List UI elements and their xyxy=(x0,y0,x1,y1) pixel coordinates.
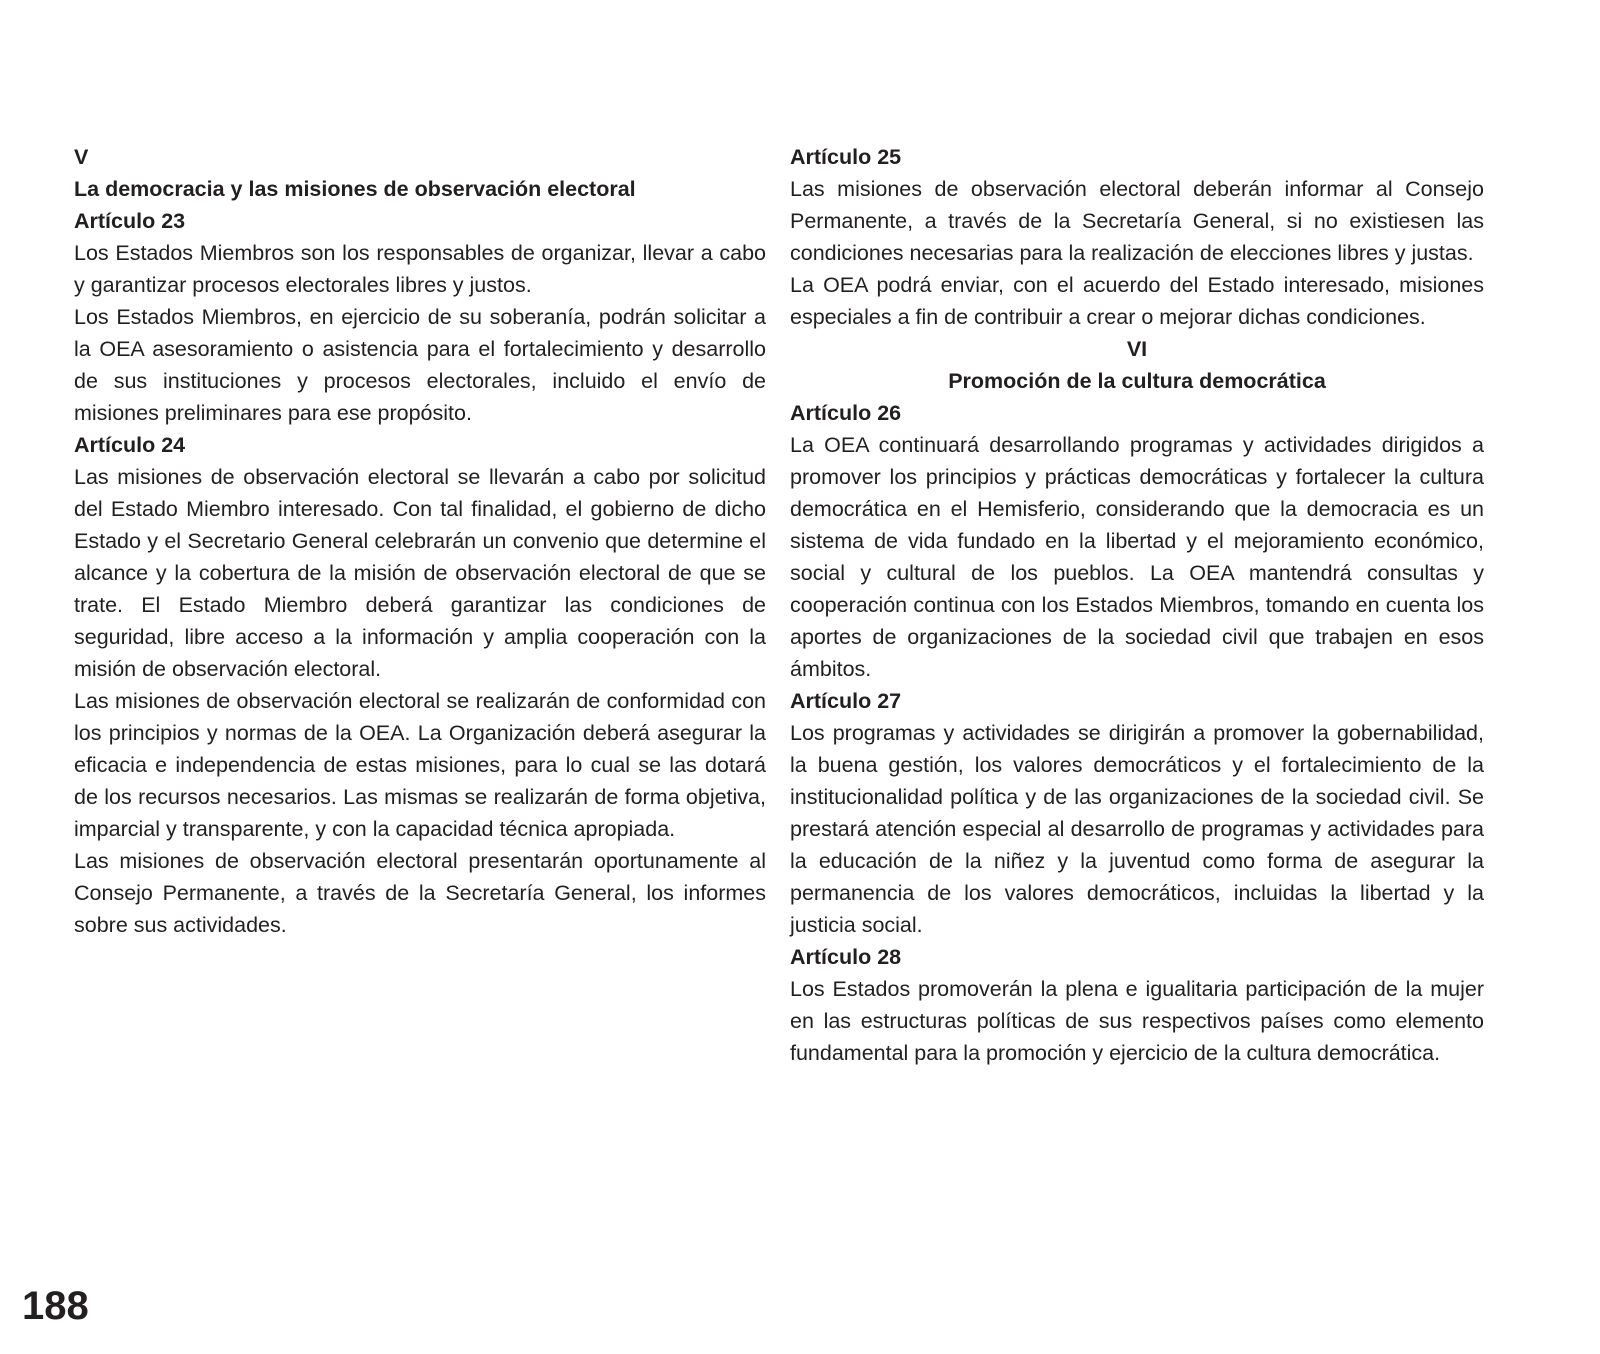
article-26-paragraph: La OEA continuará desarrollando programas y actividades dirigidos a promover los principios y prácticas democráticas y fortalecer la cultura democrática en el Hemisferio, considerando que la democracia es un sistema de vida fundado en la libertad y el mejoramiento económico, social y cultural de los pueblos. La OEA mantendrá consultas y cooperación continua con los Estados Miembros, tomando en cuenta los aportes de organizaciones de la sociedad civil que trabajen en esos ámbitos. xyxy=(790,433,1484,681)
article-24-heading: Artículo 24 xyxy=(74,433,186,457)
article-24-paragraph: Las misiones de observación electoral presentarán oportunamente al Consejo Permanente, a través de la Secretaría General, los informes sobre sus actividades. xyxy=(74,849,766,937)
chapter-title-v: La democracia y las misiones de observación electoral xyxy=(74,177,636,201)
article-23-heading: Artículo 23 xyxy=(74,209,186,233)
article-24-paragraph: Las misiones de observación electoral se llevarán a cabo por solicitud del Estado Miembro interesado. Con tal finalidad, el gobierno de dicho Estado y el Secretario General celebrarán un convenio que determine el alcance y la cobertura de la misión de observación electoral de que se trate. El Estado Miembro deberá garantizar las condiciones de seguridad, libre acceso a la información y amplia cooperación con la misión de observación electoral. xyxy=(74,465,766,681)
article-24-paragraph: Las misiones de observación electoral se realizarán de conformidad con los principios y normas de la OEA. La Organización deberá asegurar la eficacia e independencia de estas misiones, para lo cual se las dotará de los recursos necesarios. Las mismas se realizarán de forma objetiva, imparcial y transparente, y con la capacidad técnica apropiada. xyxy=(74,689,766,841)
page-number: 188 xyxy=(22,1284,89,1328)
article-26-heading: Artículo 26 xyxy=(790,401,902,425)
article-28-heading: Artículo 28 xyxy=(790,945,902,969)
chapter-title-vi: Promoción de la cultura democrática xyxy=(948,369,1326,393)
article-23-paragraph: Los Estados Miembros, en ejercicio de su soberanía, podrán solicitar a la OEA asesoramiento o asistencia para el fortalecimiento y desarrollo de sus instituciones y procesos electorales, incluido el envío de misiones preliminares para ese propósito. xyxy=(74,305,766,425)
article-25-paragraph: Las misiones de observación electoral deberán informar al Consejo Permanente, a través de la Secretaría General, si no existiesen las condiciones necesarias para la realización de elecciones libres y justas. xyxy=(790,177,1484,265)
right-column xyxy=(790,141,1484,1069)
chapter-number-vi: VI xyxy=(1126,337,1148,361)
article-28-paragraph: Los Estados promoverán la plena e igualitaria participación de la mujer en las estructuras políticas de sus respectivos países como elemento fundamental para la promoción y ejercicio de la cultura democrática. xyxy=(790,977,1484,1065)
article-25-heading: Artículo 25 xyxy=(790,145,902,169)
left-column xyxy=(74,141,766,941)
chapter-number-v: V xyxy=(74,145,89,169)
article-25-paragraph: La OEA podrá enviar, con el acuerdo del Estado interesado, misiones especiales a fin de contribuir a crear o mejorar dichas condiciones. xyxy=(790,273,1484,329)
article-23-paragraph: Los Estados Miembros son los responsables de organizar, llevar a cabo y garantizar procesos electorales libres y justos. xyxy=(74,241,766,297)
article-27-paragraph: Los programas y actividades se dirigirán a promover la gobernabilidad, la buena gestión, los valores democráticos y el fortalecimiento de la institucionalidad política y de las organizaciones de la sociedad civil. Se prestará atención especial al desarrollo de programas y actividades para la educación de la niñez y la juventud como forma de asegurar la permanencia de los valores democráticos, incluidas la libertad y la justicia social. xyxy=(790,721,1484,937)
article-27-heading: Artículo 27 xyxy=(790,689,902,713)
